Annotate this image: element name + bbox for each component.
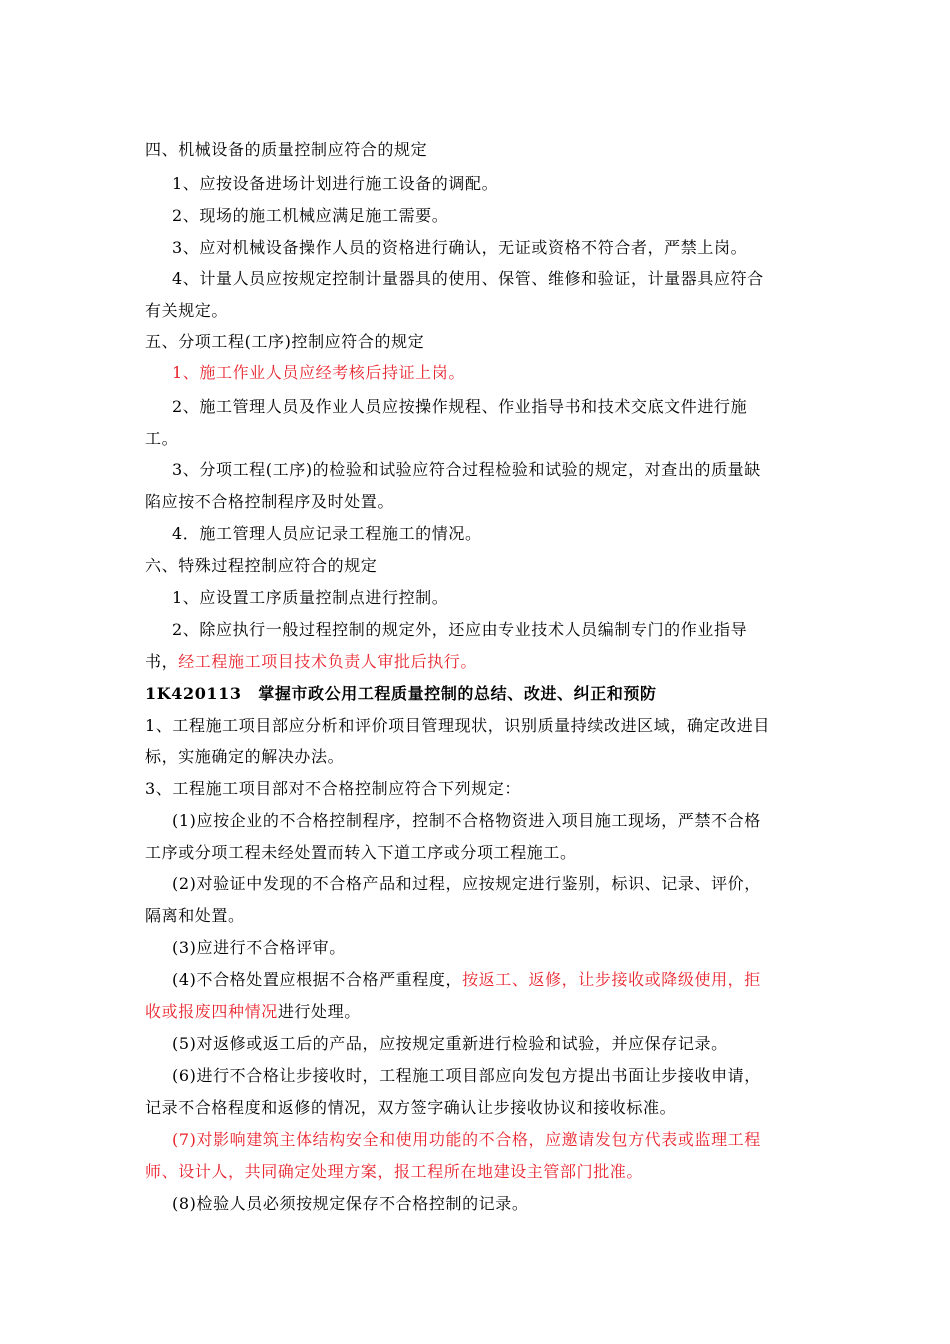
text-line <box>172 174 498 194</box>
text-span: 2、现场的施工机械应满足施工需要。 <box>172 206 449 225</box>
text-line <box>145 747 344 767</box>
text-span: (6)进行不合格让步接收时，工程施工项目部应向发包方提出书面让步接收申请， <box>172 1066 761 1085</box>
text-line <box>172 206 448 226</box>
text-line <box>145 556 377 576</box>
text-line <box>172 524 482 544</box>
text-line <box>172 1066 761 1086</box>
text-line <box>172 874 761 894</box>
text-line <box>172 363 465 383</box>
text-span: 4．施工管理人员应记录工程施工的情况。 <box>172 524 482 543</box>
text-span: 4、计量人员应按规定控制计量器具的使用、保管、维修和验证，计量器具应符合 <box>172 269 764 288</box>
text-line <box>172 588 448 608</box>
text-span: 陷应按不合格控制程序及时处置。 <box>145 492 395 511</box>
text-span: 2、施工管理人员及作业人员应按操作规程、作业指导书和技术交底文件进行施 <box>172 397 748 416</box>
text-span: 进行处理。 <box>277 1002 361 1021</box>
text-line <box>145 492 394 512</box>
text-span: 3、应对机械设备操作人员的资格进行确认，无证或资格不符合者，严禁上岗。 <box>172 238 748 257</box>
text-line <box>145 1098 676 1118</box>
text-span: 2、除应执行一般过程控制的规定外，还应由专业技术人员编制专门的作业指导 <box>172 620 748 639</box>
text-line <box>172 397 747 417</box>
text-span: 1、工程施工项目部应分析和评价项目管理现状，识别质量持续改进区域，确定改进目 <box>145 716 770 735</box>
text-line <box>172 460 761 480</box>
text-line <box>172 970 761 990</box>
section-heading: 1K420113 掌握市政公用工程质量控制的总结、改进、纠正和预防 <box>145 684 657 703</box>
text-span: 3、工程施工项目部对不合格控制应符合下列规定： <box>145 779 521 798</box>
text-line <box>145 906 245 926</box>
text-span: 书， <box>145 652 179 671</box>
text-span: (2)对验证中发现的不合格产品和过程，应按规定进行鉴别，标识、记录、评价， <box>172 874 761 893</box>
text-span: (3)应进行不合格评审。 <box>172 938 346 957</box>
highlighted-text: 按返工、返修，让步接收或降级使用，拒 <box>462 970 761 989</box>
text-span: 四、机械设备的质量控制应符合的规定 <box>145 140 428 159</box>
highlighted-text: 经工程施工项目技术负责人审批后执行。 <box>178 652 478 671</box>
text-line <box>145 652 477 672</box>
text-span: 六、特殊过程控制应符合的规定 <box>145 556 378 575</box>
highlighted-text: 收或报废四种情况 <box>145 1002 278 1021</box>
highlighted-text: 1、施工作业人员应经考核后持证上岗。 <box>172 363 465 382</box>
text-line <box>172 811 761 831</box>
highlighted-text: 师、设计人，共同确定处理方案，报工程所在地建设主管部门批准。 <box>145 1162 644 1181</box>
text-line <box>145 332 424 352</box>
text-line <box>172 269 764 289</box>
text-span: 1、应按设备进场计划进行施工设备的调配。 <box>172 174 499 193</box>
text-span: (1)应按企业的不合格控制程序，控制不合格物资进入项目施工现场，严禁不合格 <box>172 811 761 830</box>
text-line <box>145 779 521 799</box>
text-span: 1、应设置工序质量控制点进行控制。 <box>172 588 449 607</box>
text-line <box>145 301 228 321</box>
text-line <box>145 716 770 736</box>
text-span: 记录不合格程度和返修的情况，双方签字确认让步接收协议和接收标准。 <box>145 1098 677 1117</box>
text-span: (4)不合格处置应根据不合格严重程度， <box>172 970 463 989</box>
text-line <box>145 140 427 160</box>
text-span: (8)检验人员必须按规定保存不合格控制的记录。 <box>172 1194 529 1213</box>
text-line <box>145 429 178 449</box>
text-line <box>172 1130 761 1150</box>
text-line <box>172 1034 728 1054</box>
text-line <box>172 938 346 958</box>
text-span: (5)对返修或返工后的产品，应按规定重新进行检验和试验，并应保存记录。 <box>172 1034 728 1053</box>
text-line <box>172 620 747 640</box>
text-span: 隔离和处置。 <box>145 906 245 925</box>
text-line <box>172 1194 528 1214</box>
text-line <box>172 238 747 258</box>
text-line <box>145 1162 643 1182</box>
text-span: 有关规定。 <box>145 301 229 320</box>
text-span: 五、分项工程(工序)控制应符合的规定 <box>145 332 425 351</box>
text-line <box>145 684 657 704</box>
highlighted-text: (7)对影响建筑主体结构安全和使用功能的不合格，应邀请发包方代表或监理工程 <box>172 1130 761 1149</box>
text-span: 标，实施确定的解决办法。 <box>145 747 345 766</box>
text-span: 工序或分项工程未经处置而转入下道工序或分项工程施工。 <box>145 843 577 862</box>
text-span: 3、分项工程(工序)的检验和试验应符合过程检验和试验的规定，对查出的质量缺 <box>172 460 761 479</box>
text-line <box>145 843 577 863</box>
text-line <box>145 1002 361 1022</box>
text-span: 工。 <box>145 429 179 448</box>
